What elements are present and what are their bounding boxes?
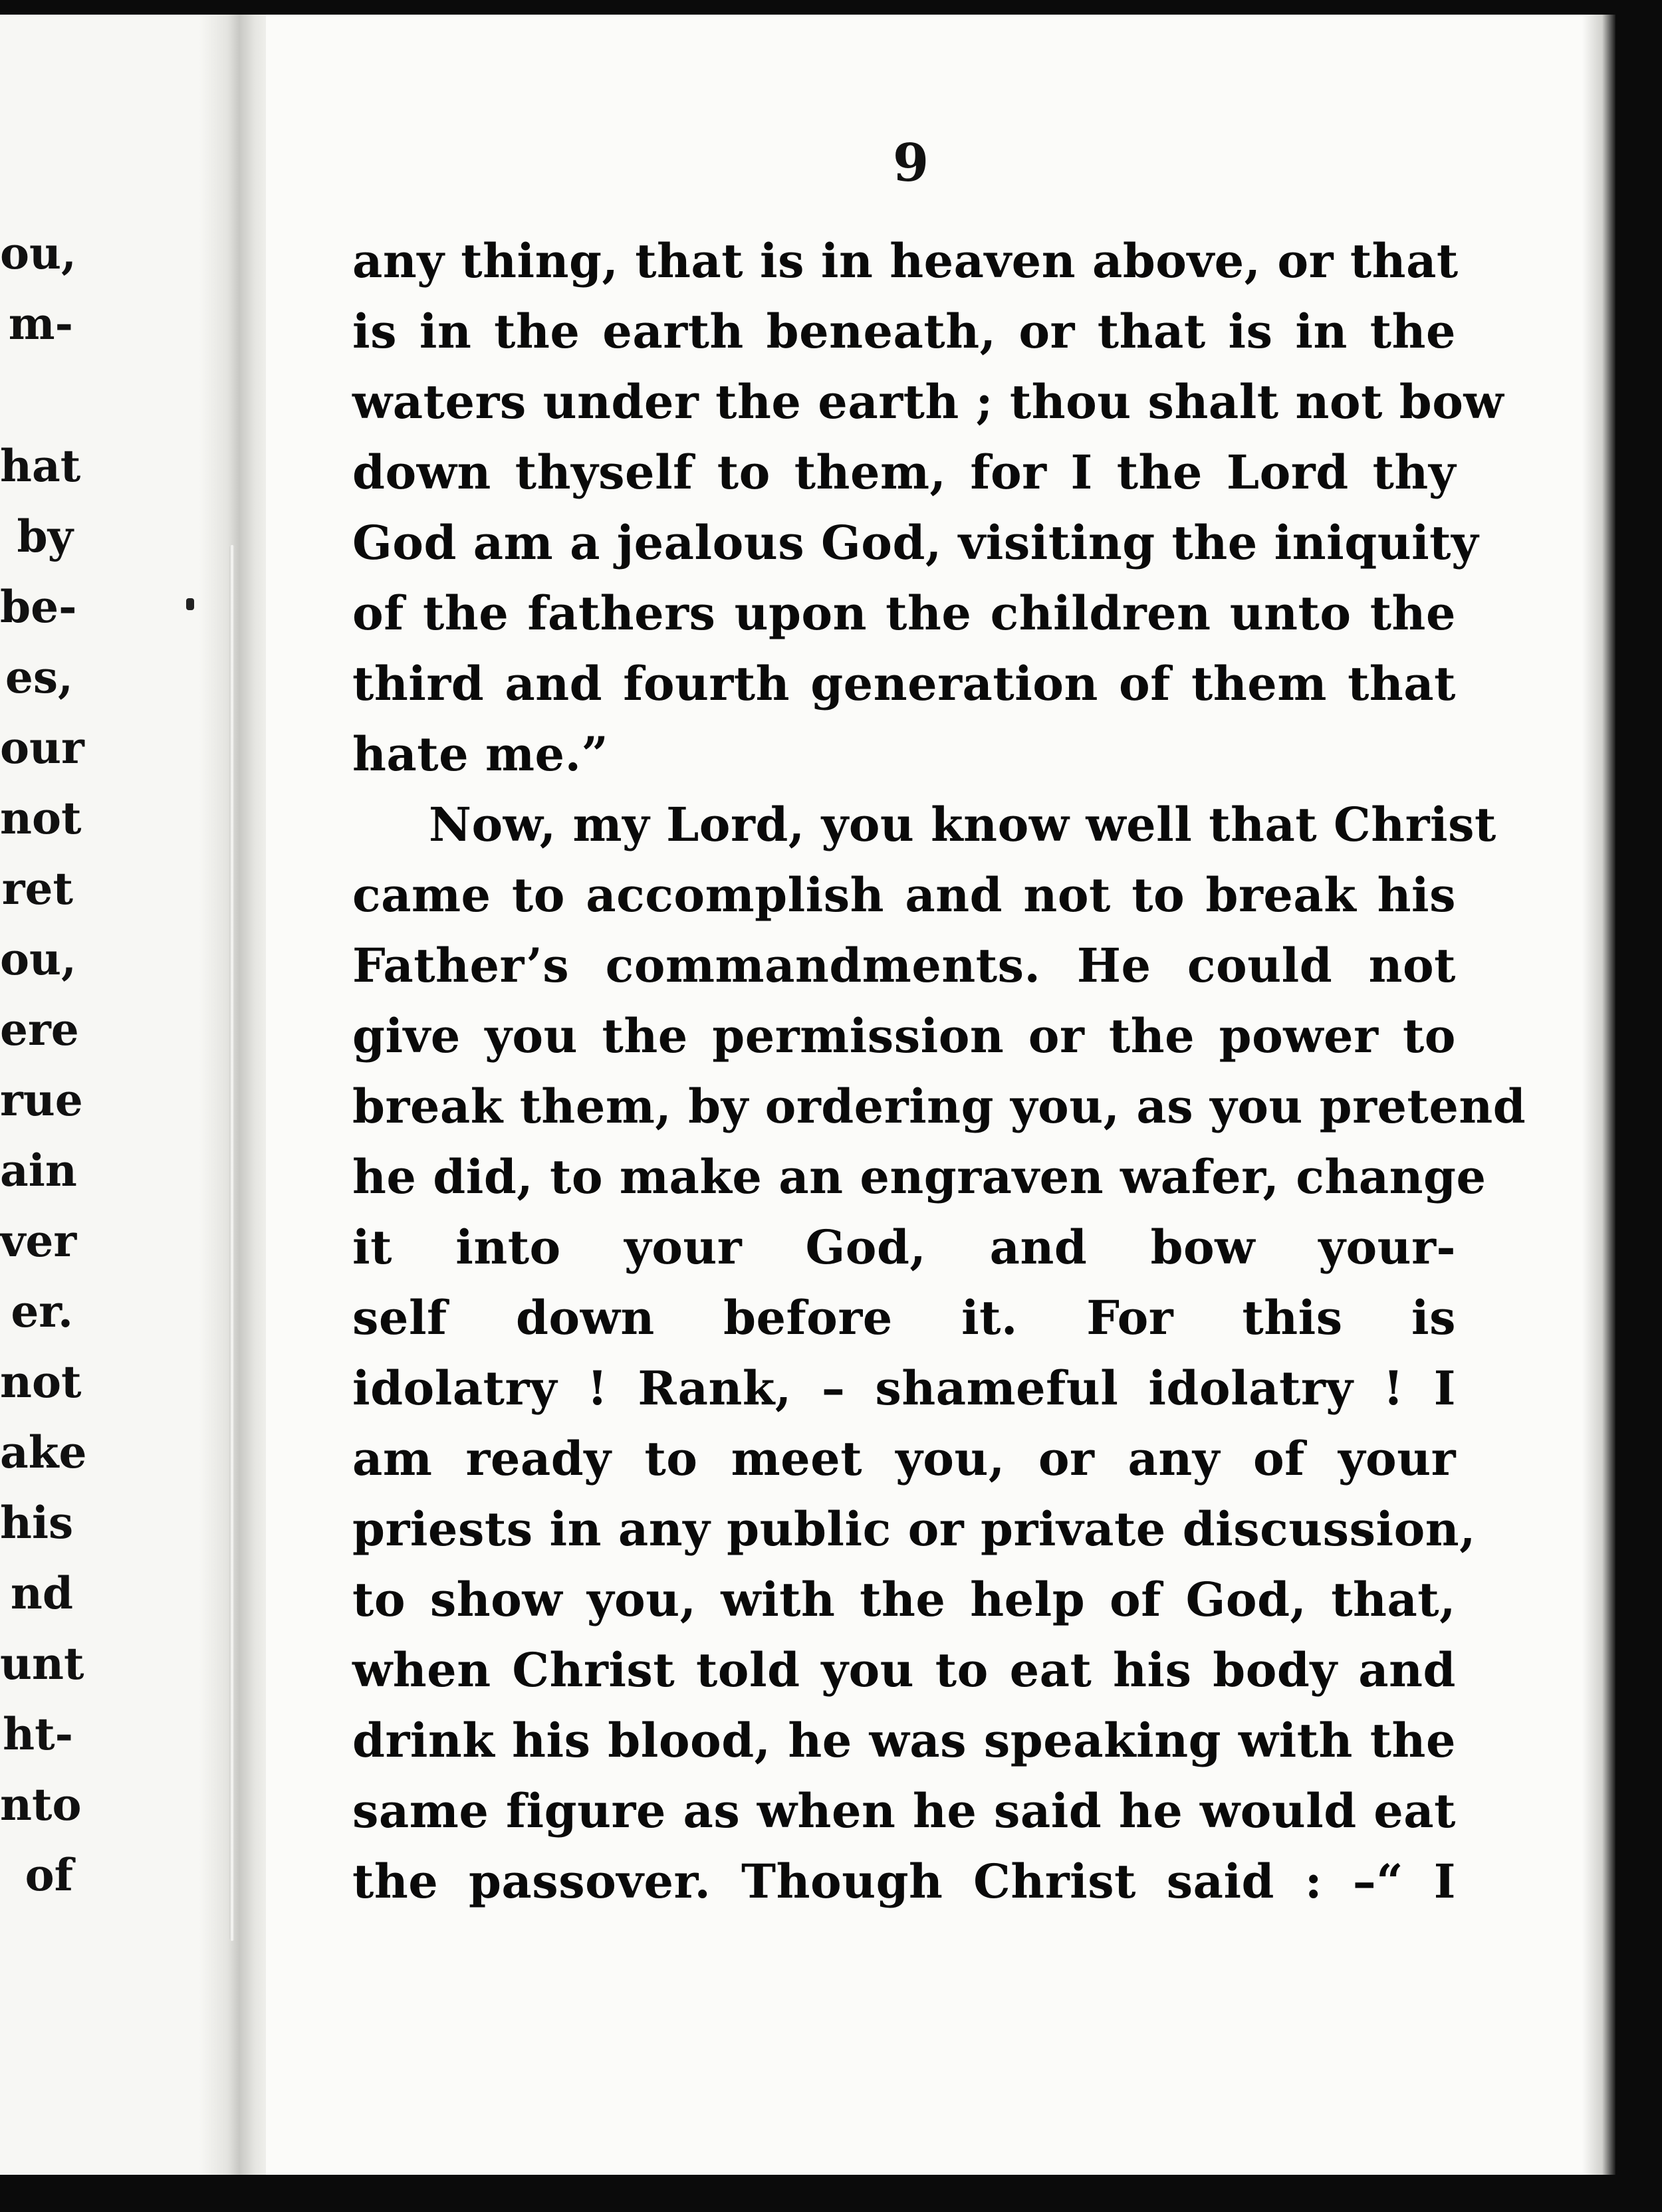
left-fragment-line: es,	[5, 651, 73, 703]
body-text	[352, 226, 1526, 1917]
text-line: of the fathers upon the children unto the	[352, 586, 1456, 641]
left-fragment-line: our	[0, 722, 84, 774]
text-line: hate me.”	[352, 726, 609, 782]
text-line: waters under the earth ; thou shalt not bow	[352, 374, 1504, 429]
left-fragment-line: ht-	[3, 1708, 73, 1760]
text-line: break them, by ordering you, as you pretend	[352, 1079, 1526, 1134]
left-fragment-line: be-	[0, 581, 77, 633]
text-line-indented: Now, my Lord, you know well that Christ	[429, 797, 1496, 852]
text-line: third and fourth generation of them that	[352, 656, 1456, 711]
text-line: same figure as when he said he would eat	[352, 1783, 1456, 1838]
text-line: the passover. Though Christ said : –“ I	[352, 1854, 1456, 1909]
left-fragment-line: nto	[0, 1779, 82, 1830]
left-fragment-line: ver	[0, 1215, 77, 1267]
text-line: drink his blood, he was speaking with the	[352, 1713, 1456, 1768]
text-line: it into your God, and bow your-	[352, 1220, 1456, 1275]
page-number: 9	[892, 133, 929, 193]
text-line: priests in any public or private discussion,	[352, 1501, 1477, 1557]
left-fragment-line: not	[0, 1356, 82, 1408]
left-page-fragment	[0, 15, 219, 2175]
left-fragment-line: ake	[0, 1426, 87, 1478]
text-line: down thyself to them, for I the Lord thy	[352, 445, 1456, 500]
left-fragment-line: ret	[1, 863, 73, 915]
left-fragment-line: ere	[0, 1004, 79, 1055]
left-fragment-line: by	[17, 510, 73, 562]
ink-mark	[186, 598, 194, 610]
text-line: am ready to meet you, or any of your	[352, 1431, 1456, 1486]
left-fragment-line: of	[25, 1849, 73, 1901]
left-fragment-line: ou,	[0, 933, 76, 985]
left-fragment-line: unt	[0, 1638, 84, 1690]
left-fragment-line: ain	[0, 1145, 77, 1196]
left-fragment-line: rue	[0, 1074, 83, 1126]
text-line: idolatry ! Rank, – shameful idolatry ! I	[352, 1361, 1456, 1416]
left-fragment-line: m-	[8, 298, 73, 350]
text-line: give you the permission or the power to	[352, 1008, 1456, 1063]
left-fragment-line: er.	[11, 1285, 73, 1337]
text-line: God am a jealous God, visiting the iniquity	[352, 515, 1479, 570]
left-fragment-line: hat	[0, 440, 81, 492]
text-line: is in the earth beneath, or that is in the	[352, 304, 1456, 359]
text-line: to show you, with the help of God, that,	[352, 1572, 1456, 1627]
text-line: he did, to make an engraven wafer, change	[352, 1149, 1486, 1204]
text-line: self down before it. For this is	[352, 1290, 1456, 1345]
left-fragment-line: nd	[10, 1567, 73, 1619]
gutter-crease	[229, 545, 235, 1941]
page-edge-shadow	[1582, 15, 1615, 2175]
text-line: came to accomplish and not to break his	[352, 867, 1456, 923]
text-line: any thing, that is in heaven above, or that	[352, 233, 1459, 288]
left-fragment-line: not	[0, 792, 82, 844]
text-line: Father’s commandments. He could not	[352, 938, 1456, 993]
left-fragment-line: his	[0, 1497, 74, 1549]
text-line: when Christ told you to eat his body and	[352, 1642, 1456, 1698]
left-fragment-line: ou,	[0, 227, 76, 279]
